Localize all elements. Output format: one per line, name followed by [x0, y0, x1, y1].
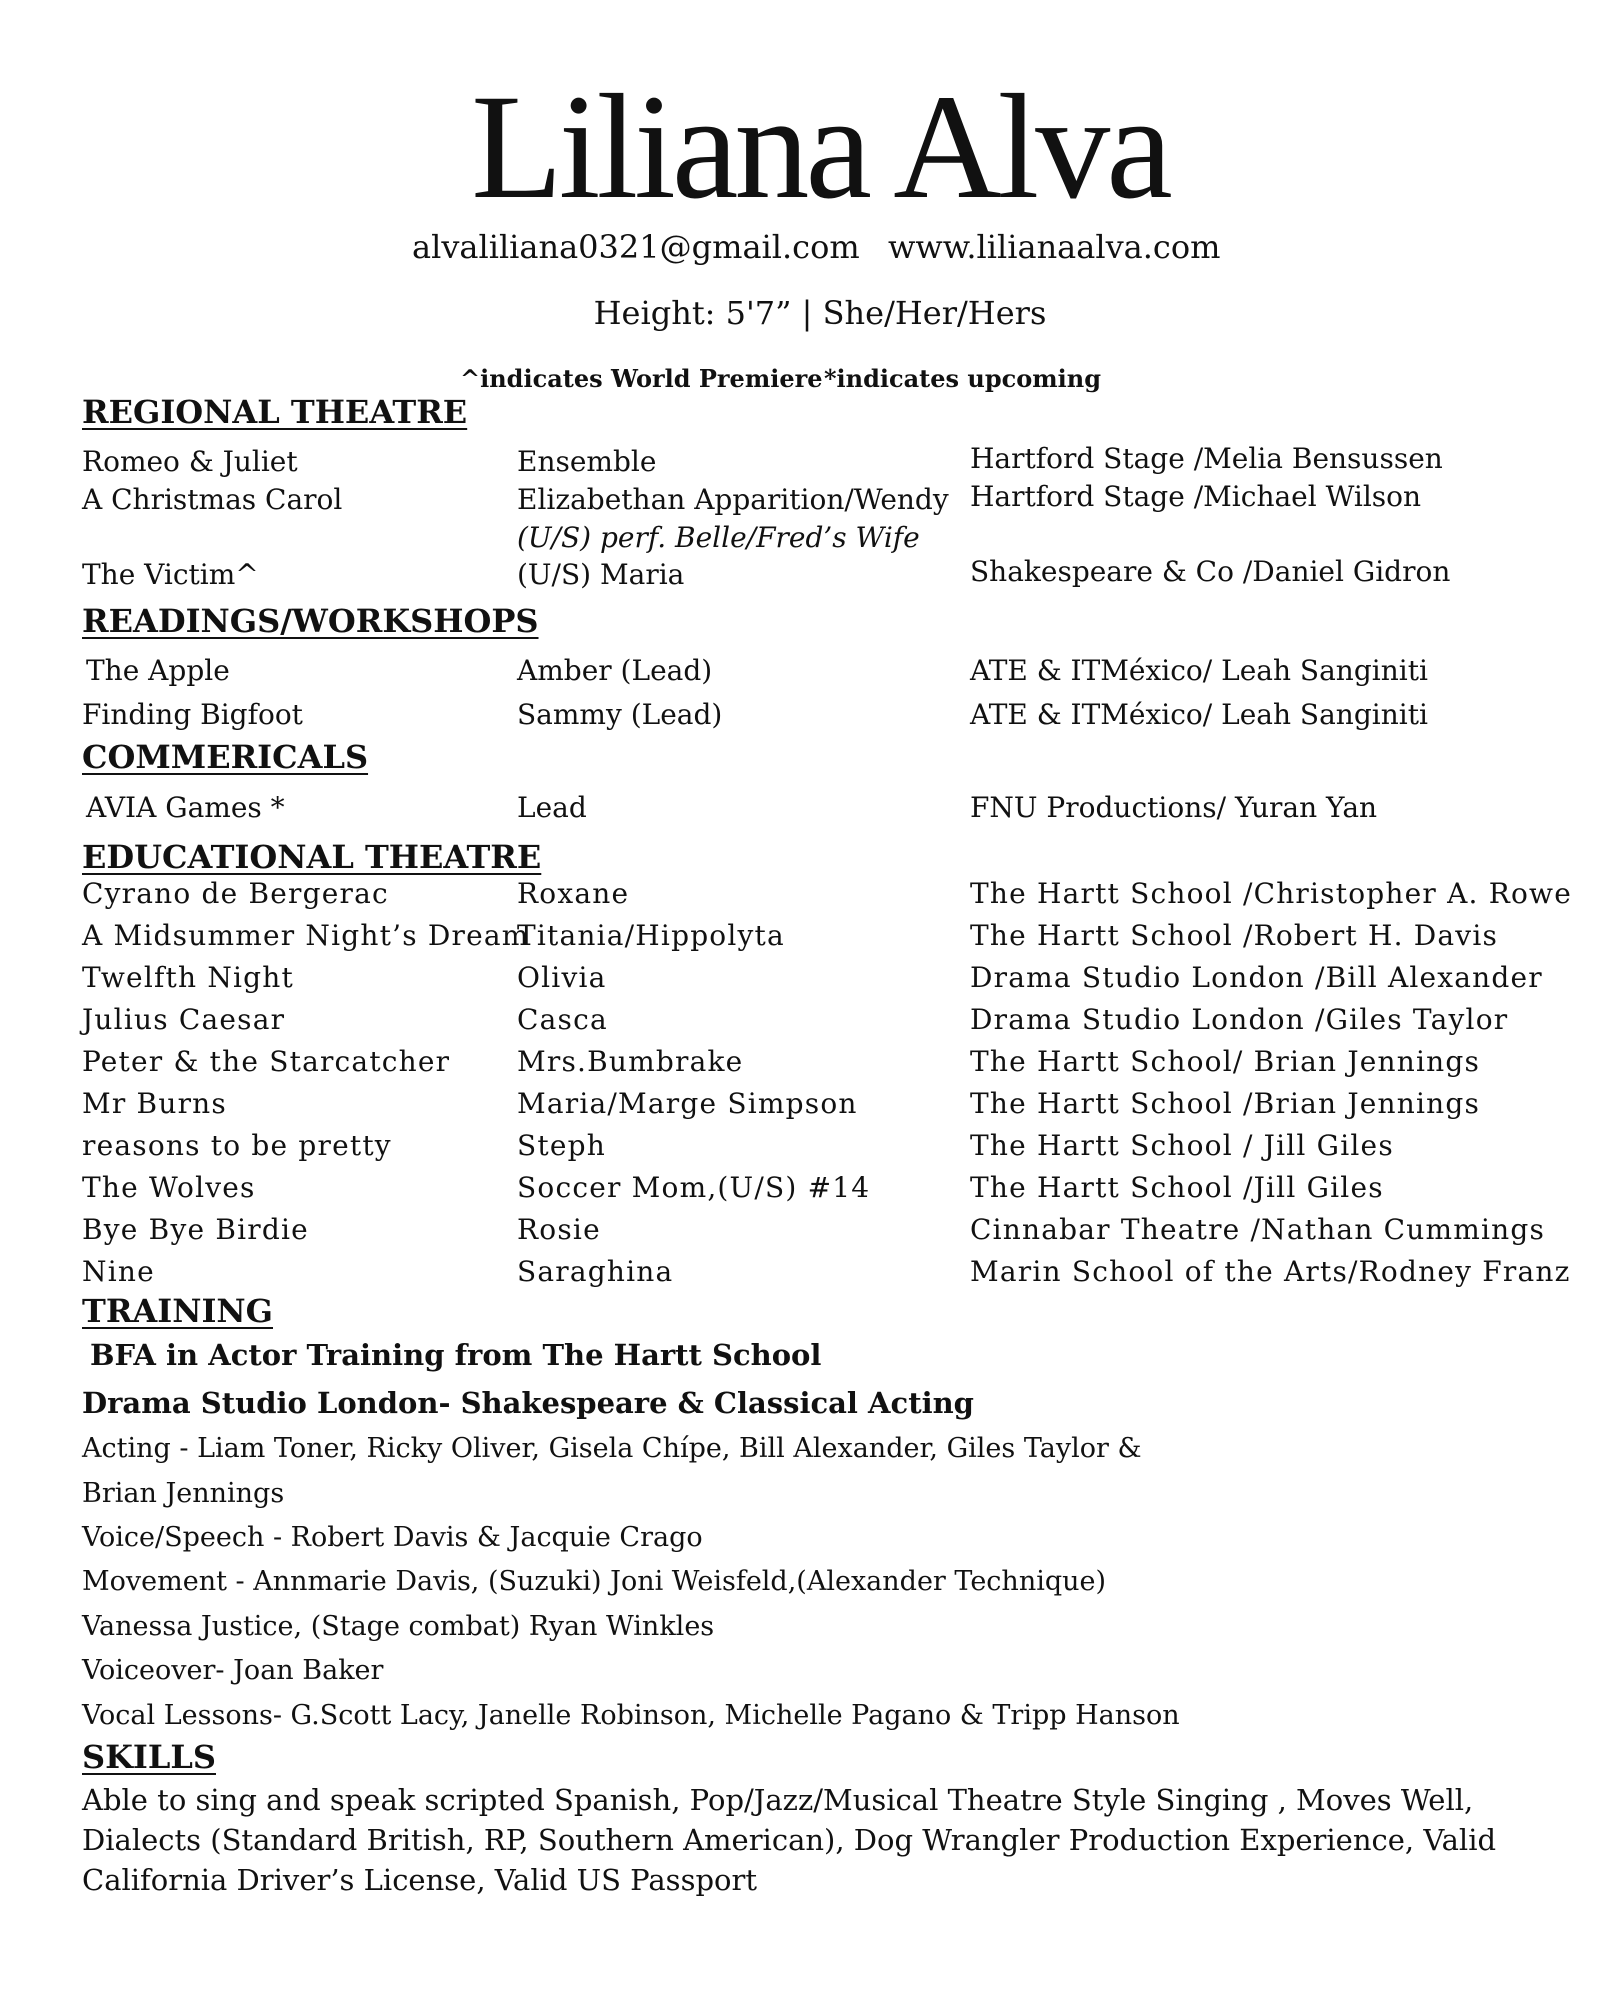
section-heading-readings: READINGS/WORKSHOPS: [82, 602, 539, 640]
section-heading-skills: SKILLS: [82, 1738, 216, 1776]
credit-company: Cinnabar Theatre /Nathan Cummings: [970, 1213, 1546, 1246]
credit-show: Peter & the Starcatcher: [82, 1045, 451, 1078]
credit-show: Nine: [82, 1255, 155, 1288]
credit-role: Lead: [517, 791, 587, 824]
credit-company: Shakespeare & Co /Daniel Gidron: [970, 555, 1451, 588]
credit-show: Twelfth Night: [82, 961, 294, 994]
credit-company: Drama Studio London /Giles Taylor: [970, 1003, 1509, 1036]
credit-company: The Hartt School/ Brian Jennings: [970, 1045, 1481, 1078]
training-dsl: Drama Studio London- Shakespeare & Classical Acting: [82, 1386, 974, 1420]
credit-company: Hartford Stage /Michael Wilson: [970, 480, 1422, 513]
credit-company: ATE & ITMéxico/ Leah Sanginiti: [970, 654, 1428, 687]
credit-role-note: (U/S) perf. Belle/Fred’s Wife: [517, 521, 920, 554]
credit-company: Marin School of the Arts/Rodney Franz: [970, 1255, 1571, 1288]
email-address: alvaliliana0321@gmail.com: [412, 228, 860, 266]
legend-upcoming: *indicates upcoming: [824, 364, 1101, 393]
section-heading-regional: REGIONAL THEATRE: [82, 393, 468, 431]
credit-company: The Hartt School /Christopher A. Rowe: [970, 877, 1572, 910]
credit-company: The Hartt School /Jill Giles: [970, 1171, 1384, 1204]
credit-show: Finding Bigfoot: [82, 698, 303, 731]
credit-role: Olivia: [517, 961, 607, 994]
credit-show: Bye Bye Birdie: [82, 1213, 309, 1246]
credit-show: Romeo & Juliet: [82, 445, 298, 478]
credit-role: Elizabethan Apparition/Wendy: [517, 483, 949, 516]
credit-show: The Victim^: [82, 558, 259, 591]
credit-show: A Christmas Carol: [82, 483, 343, 516]
section-heading-commercials: COMMERICALS: [82, 738, 369, 776]
training-line: Movement - Annmarie Davis, (Suzuki) Joni Weisfeld,(Alexander Technique): [82, 1566, 1107, 1597]
credit-role: Roxane: [517, 877, 630, 910]
section-heading-educational: EDUCATIONAL THEATRE: [82, 838, 542, 876]
credit-role: Saraghina: [517, 1255, 674, 1288]
credit-show: Cyrano de Bergerac: [82, 877, 389, 910]
training-line: Voiceover- Joan Baker: [82, 1655, 384, 1686]
credit-show: A Midsummer Night’s Dream: [82, 919, 530, 952]
credit-role: Casca: [517, 1003, 608, 1036]
training-line: Vocal Lessons- G.Scott Lacy, Janelle Robinson, Michelle Pagano & Tripp Hanson: [82, 1700, 1180, 1731]
credit-role: Sammy (Lead): [517, 698, 723, 731]
training-degree: BFA in Actor Training from The Hartt School: [90, 1338, 822, 1372]
credit-role: Titania/Hippolyta: [517, 919, 785, 952]
credit-company: The Hartt School /Brian Jennings: [970, 1087, 1481, 1120]
section-heading-training: TRAINING: [82, 1292, 273, 1330]
credit-role: Amber (Lead): [517, 654, 713, 687]
training-line: Brian Jennings: [82, 1478, 285, 1509]
skills-text: Able to sing and speak scripted Spanish, Pop/Jazz/Musical Theatre Style Singing , Moves Well, Dialects (Standard British, RP, Southern American), Dog Wrangler Production Experience, Valid California Driver’s License, Valid US Passport: [82, 1783, 1497, 1897]
training-line: Voice/Speech - Robert Davis & Jacquie Crago: [82, 1522, 703, 1553]
credit-show: The Wolves: [82, 1171, 256, 1204]
credit-role: (U/S) Maria: [517, 558, 685, 591]
credit-role: Mrs.Bumbrake: [517, 1045, 744, 1078]
credit-role: Steph: [517, 1129, 606, 1162]
credit-company: The Hartt School / Jill Giles: [970, 1129, 1394, 1162]
website-url: www.lilianaalva.com: [888, 228, 1221, 266]
training-line: Acting - Liam Toner, Ricky Oliver, Gisela Chípe, Bill Alexander, Giles Taylor &: [82, 1433, 1142, 1464]
height-pronouns: Height: 5'7” | She/Her/Hers: [593, 294, 1047, 332]
credit-company: The Hartt School /Robert H. Davis: [970, 919, 1499, 952]
credit-show: reasons to be pretty: [82, 1129, 392, 1162]
legend-world-premiere: ^indicates World Premiere: [460, 364, 823, 393]
credit-role: Ensemble: [517, 445, 657, 478]
credit-show: AVIA Games *: [86, 791, 285, 824]
resume-name: Liliana Alva: [471, 64, 1169, 230]
credit-role: Rosie: [517, 1213, 601, 1246]
credit-show: Mr Burns: [82, 1087, 227, 1120]
credit-role: Soccer Mom,(U/S) #14: [517, 1171, 871, 1204]
credit-role: Maria/Marge Simpson: [517, 1087, 858, 1120]
credit-company: Drama Studio London /Bill Alexander: [970, 961, 1543, 994]
credit-company: Hartford Stage /Melia Bensussen: [970, 442, 1443, 475]
credit-show: The Apple: [86, 654, 230, 687]
credit-company: ATE & ITMéxico/ Leah Sanginiti: [970, 698, 1428, 731]
training-line: Vanessa Justice, (Stage combat) Ryan Winkles: [82, 1611, 715, 1642]
credit-show: Julius Caesar: [82, 1003, 286, 1036]
credit-company: FNU Productions/ Yuran Yan: [970, 791, 1378, 824]
